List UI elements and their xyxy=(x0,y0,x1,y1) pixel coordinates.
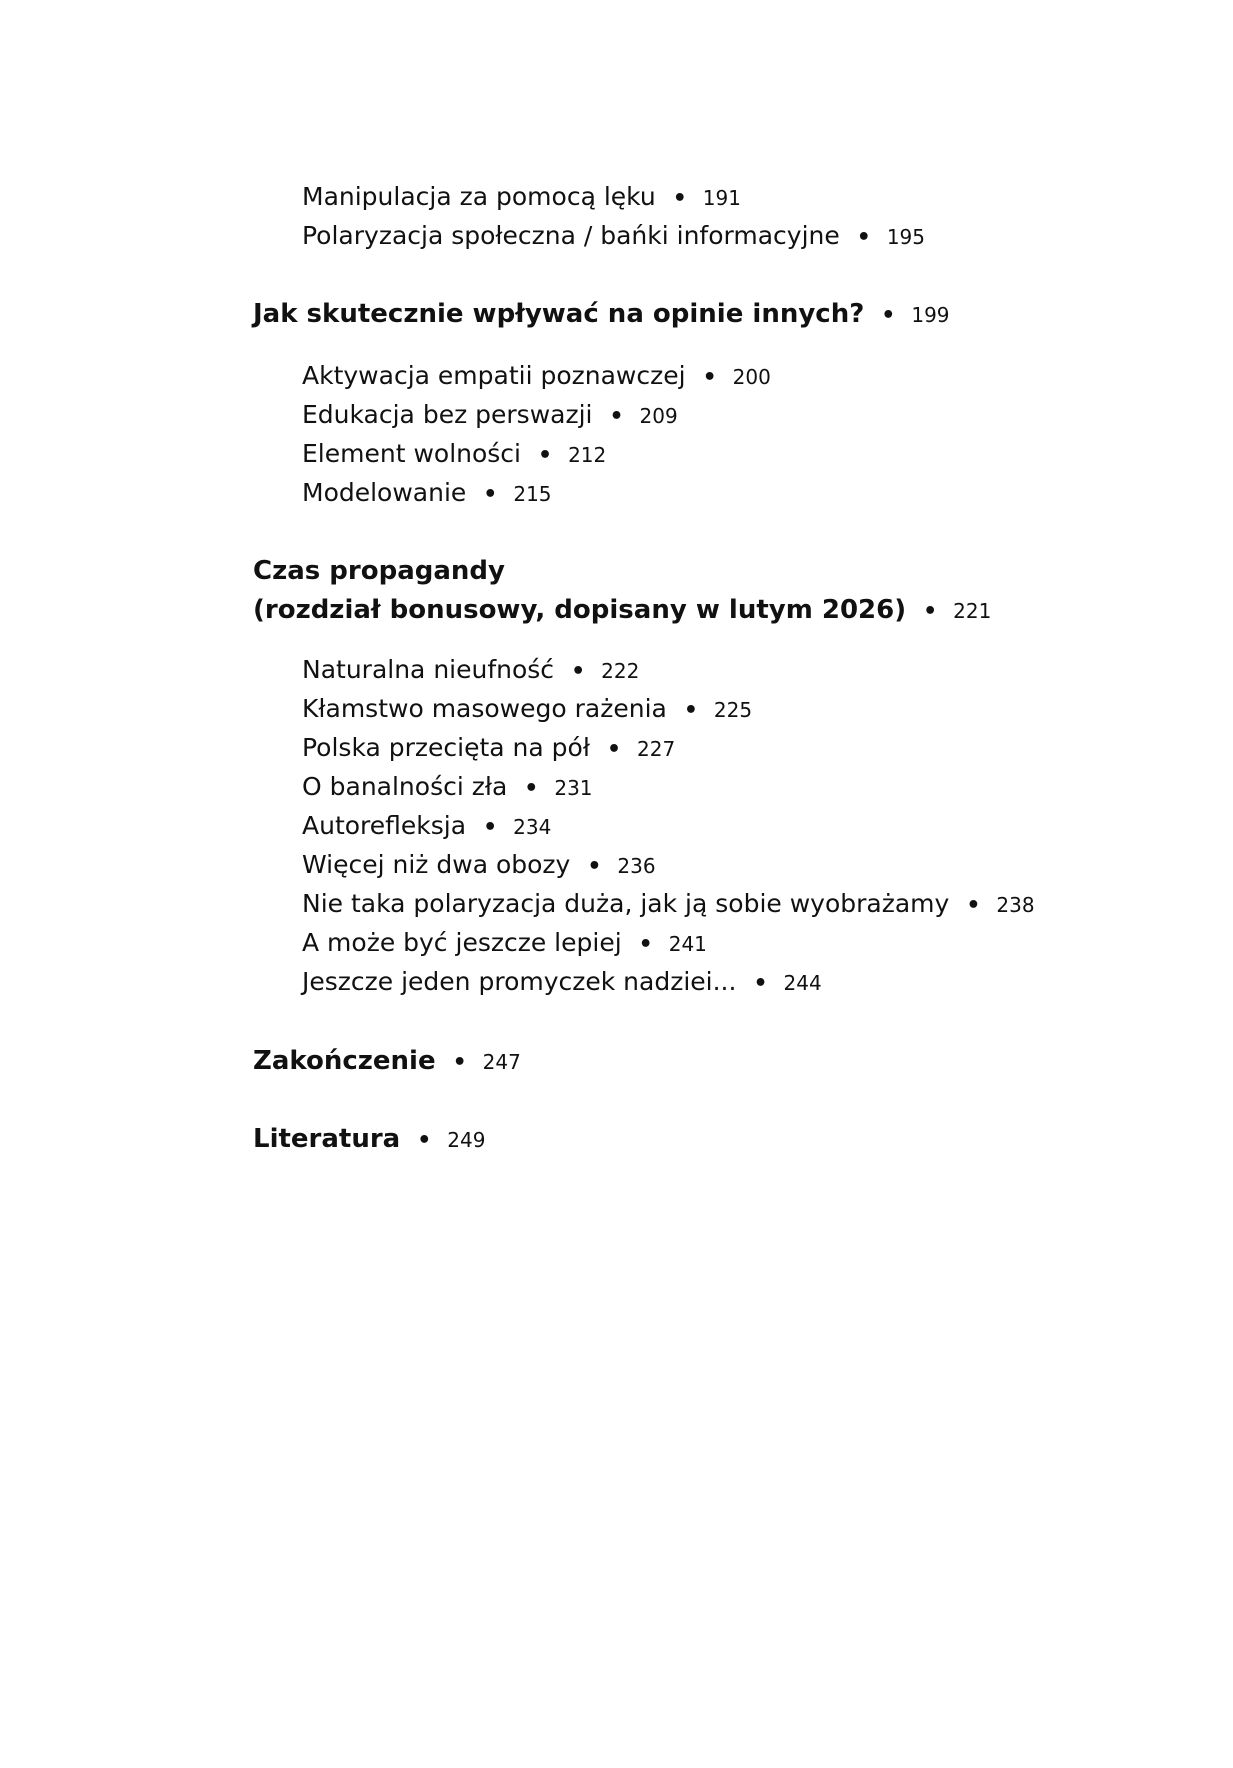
toc-chapter-page: 247 xyxy=(482,1050,521,1074)
toc-entry-title: Element wolności xyxy=(302,439,521,468)
bullet-separator: • xyxy=(587,854,602,879)
toc-chapter xyxy=(253,1124,485,1154)
toc-entry-page: 227 xyxy=(637,737,676,761)
toc-entry xyxy=(302,889,1035,918)
toc-entry-title: Naturalna nieufność xyxy=(302,655,555,684)
toc-entry-page: 238 xyxy=(996,893,1035,917)
toc-entry-title: Polaryzacja społeczna / bańki informacyjne xyxy=(302,221,840,250)
toc-entry-page: 209 xyxy=(639,404,678,428)
toc-entry-page: 244 xyxy=(783,971,822,995)
toc-entry-page: 195 xyxy=(886,225,926,249)
toc-chapter-title: Zakończenie xyxy=(253,1046,436,1076)
bullet-separator: • xyxy=(702,365,717,390)
toc-entry-title: Edukacja bez perswazji xyxy=(302,400,593,429)
toc-chapter-title: (rozdział bonusowy, dopisany w lutym 2026) xyxy=(253,595,907,625)
toc-entry-page: 241 xyxy=(668,932,707,956)
toc-chapter-page: 199 xyxy=(911,303,950,327)
toc-entry-page: 231 xyxy=(554,776,593,800)
bullet-separator: • xyxy=(524,776,539,801)
toc-entry-page: 215 xyxy=(513,482,552,506)
toc-entry xyxy=(302,772,593,801)
toc-entry xyxy=(302,439,606,468)
bullet-separator: • xyxy=(571,659,586,684)
toc-chapter xyxy=(253,556,505,586)
toc-chapter xyxy=(253,1046,521,1076)
toc-entry xyxy=(302,182,741,211)
bullet-separator: • xyxy=(672,186,687,211)
toc-entry-title: Nie taka polaryzacja duża, jak ją sobie wyobrażamy xyxy=(302,889,950,918)
toc-chapter xyxy=(253,299,950,329)
bullet-separator: • xyxy=(417,1128,432,1153)
toc-chapter xyxy=(253,595,991,625)
toc-chapter-title: Jak skutecznie wpływać na opinie innych? xyxy=(253,299,865,329)
toc-entry-title: Jeszcze jeden promyczek nadziei... xyxy=(302,967,737,996)
toc-entry-title: Autorefleksja xyxy=(302,811,467,840)
toc-entry-title: Aktywacja empatii poznawczej xyxy=(302,361,686,390)
bullet-separator: • xyxy=(609,404,624,429)
toc-entry xyxy=(302,400,678,429)
toc-entry xyxy=(302,733,675,762)
toc-entry-page: 200 xyxy=(732,365,771,389)
bullet-separator: • xyxy=(753,971,768,996)
toc-entry xyxy=(302,850,656,879)
bullet-separator: • xyxy=(638,932,653,957)
toc-entry xyxy=(302,694,752,723)
toc-entry-title: Modelowanie xyxy=(302,478,467,507)
toc-chapter-page: 221 xyxy=(953,599,992,623)
toc-entry-page: 191 xyxy=(702,186,741,210)
toc-entry xyxy=(302,361,771,390)
toc-entry xyxy=(302,928,707,957)
bullet-separator: • xyxy=(452,1050,467,1075)
toc-entry-title: Kłamstwo masowego rażenia xyxy=(302,694,667,723)
bullet-separator: • xyxy=(881,303,896,328)
toc-entry-page: 234 xyxy=(513,815,552,839)
toc-entry-page: 222 xyxy=(601,659,640,683)
toc-chapter-title: Literatura xyxy=(253,1124,401,1154)
bullet-separator: • xyxy=(483,815,498,840)
toc-entry-title: Manipulacja za pomocą lęku xyxy=(302,182,656,211)
toc-entry xyxy=(302,811,551,840)
bullet-separator: • xyxy=(923,599,938,624)
bullet-separator: • xyxy=(966,893,981,918)
toc-entry-page: 236 xyxy=(617,854,656,878)
toc-entry xyxy=(302,478,552,507)
toc-entry-title: O banalności zła xyxy=(302,772,508,801)
toc-chapter-page: 249 xyxy=(447,1128,486,1152)
bullet-separator: • xyxy=(606,737,621,762)
toc-entry xyxy=(302,221,925,250)
toc-entry xyxy=(302,655,639,684)
toc-entry-page: 212 xyxy=(568,443,607,467)
toc-entry-page: 225 xyxy=(713,698,753,722)
toc-entry-title: Polska przecięta na pół xyxy=(302,733,590,762)
bullet-separator: • xyxy=(538,443,553,468)
toc-entry-title: A może być jeszcze lepiej xyxy=(302,928,622,957)
bullet-separator: • xyxy=(683,698,698,723)
toc-chapter-title: Czas propagandy xyxy=(253,556,505,586)
toc-entry xyxy=(302,967,822,996)
bullet-separator: • xyxy=(856,225,871,250)
bullet-separator: • xyxy=(483,482,498,507)
toc-entry-title: Więcej niż dwa obozy xyxy=(302,850,571,879)
